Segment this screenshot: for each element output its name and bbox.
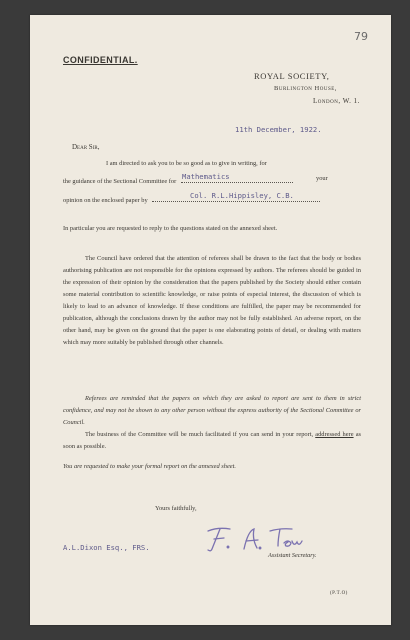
addressed-here-underlined: addressed here	[315, 431, 354, 438]
confidential-heading: CONFIDENTIAL.	[63, 55, 138, 65]
request-paragraph: In particular you are requested to reply to the questions stated on the annexed sheet.	[63, 225, 278, 232]
letterhead-society: ROYAL SOCIETY,	[254, 71, 330, 81]
closing: Yours faithfully,	[155, 505, 197, 512]
letterhead-address: Burlington House,	[274, 85, 337, 92]
pencil-page-number: 79	[354, 30, 368, 43]
intro-your: your	[316, 175, 328, 182]
salutation: Dear Sir,	[72, 143, 100, 151]
business-text-before: The business of the Committee will be much facilitated if you can send in your report,	[85, 431, 314, 438]
letterhead-city: London, W. 1.	[313, 97, 360, 105]
intro-line-2	[63, 175, 293, 185]
intro-line-1: I am directed to ask you to be so good as to give in writing, for	[106, 160, 267, 167]
referees-reminder-paragraph: Referees are reminded that the papers on which they are asked to report are sent to them in strict confidence, and may not be shown to any other person without the express authority of the Sectional Committee or Council.	[63, 395, 361, 426]
please-turn-over: (P.T.O)	[330, 591, 348, 596]
handwritten-signature	[202, 517, 312, 557]
committee-name: Mathematics	[182, 172, 230, 181]
formal-report-note: You are requested to make your formal report on the annexed sheet.	[63, 463, 236, 470]
intro-line-2-text: the guidance of the Sectional Committee for	[63, 178, 177, 185]
letter-page	[30, 15, 391, 625]
addressee: A.L.Dixon Esq., FRS.	[63, 543, 150, 552]
business-paragraph	[63, 429, 361, 453]
letter-date: 11th December, 1922.	[235, 125, 322, 134]
intro-line-3-text: opinion on the enclosed paper by	[63, 197, 148, 204]
business-text-after: as soon as possible.	[63, 431, 362, 450]
council-paragraph: The Council have ordered that the attention of referees shall be drawn to the fact that the body or bodies authorising publication are not responsible for the opinions expressed by authors. The referees should be guided in the expression of their opinion by the consideration that the papers published by the Society should either contain some material contribution to scientific knowledge, or raise points of especial interest, the discussion of which is likely to lead to an advance of knowledge. If these conditions are fulfilled, the paper may be recommended for publication, although the conclusions drawn by the author may not be fully established. An adverse report, on the other hand, may be given on the ground that the paper is one elaborating points of detail, or dealing with matters which may more suitably be published through other channels.	[63, 255, 361, 346]
signatory-title: Assistant Secretary.	[268, 552, 317, 559]
paper-author: Col. R.L.Hippisley, C.B.	[190, 191, 294, 200]
